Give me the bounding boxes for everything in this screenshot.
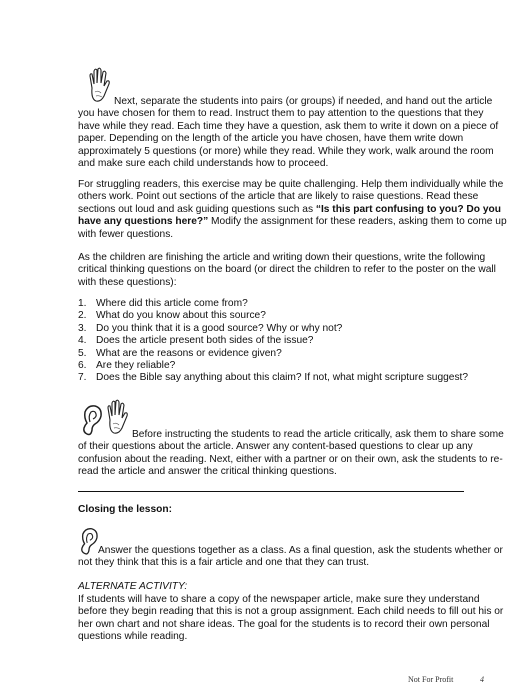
page-number: 4 — [480, 675, 484, 684]
list-item — [78, 323, 518, 335]
list-number: 1. — [78, 298, 87, 309]
list-text: What do you know about this source? — [96, 310, 266, 322]
guiding-question: “Is this part confusing to you? Do you have any questions here?” — [78, 203, 501, 228]
critical-thinking-questions — [78, 298, 518, 385]
list-item — [78, 298, 518, 310]
alternate-activity-heading: ALTERNATE ACTIVITY: — [78, 581, 188, 592]
list-number: 2. — [78, 310, 87, 322]
list-text: Does the Bible say anything about this claim? If not, what might scripture suggest? — [96, 372, 469, 384]
list-text: Where did this article come from? — [96, 298, 248, 309]
paragraph-closing: Answer the questions together as a class. As a final question, ask the students whether or not they think that this is a fair article and one that they can trust. — [78, 545, 503, 569]
paragraph-struggling-readers-end: Modify the assignment for these readers, asking them to come up with fewer questions. — [78, 216, 507, 240]
list-item — [78, 335, 518, 347]
list-item — [78, 372, 518, 384]
paragraph-before-instructing: Before instructing the students to read the article critically, ask them to share some of their questions about the article. Answer any content-based questions to clear up any confusion about the reading. Next, either with a partner or on their own, ask the students to re-read the article and answer the critical thinking questions. — [78, 429, 504, 478]
list-text: Does the article present both sides of the issue? — [96, 335, 314, 347]
closing-heading: Closing the lesson: — [78, 504, 172, 515]
footer-text: Not For Profit — [408, 675, 454, 684]
list-number: 4. — [78, 335, 87, 347]
list-number: 5. — [78, 347, 87, 359]
list-number: 7. — [78, 372, 87, 384]
paragraph-alternate: If students will have to share a copy of the newspaper article, make sure they understand before they begin reading that this is not a group assignment. Each child needs to fill out his or her own chart and not share ideas. The goal for the students is to record their own personal questions while reading. — [78, 594, 504, 643]
paragraph-pairs: Next, separate the students into pairs (or groups) if needed, and hand out the article you have chosen for them to read. Instruct them to pay attention to the questions that they have while they read. Each time they have a question, ask them to write it down on a piece of paper. Depending on the length of the article you have chosen, have them write down approximately 5 questions (or more) while they read. While they work, walk around the room and make sure each child understands how to proceed. — [78, 96, 499, 170]
paragraph-struggling-readers-text: For struggling readers, this exercise may be quite challenging. Help them individually while the others work. Point out sections of the article that are likely to raise questions. Read these sections out loud and ask guiding questions such as — [78, 179, 504, 215]
paragraph-struggling-readers — [78, 179, 508, 241]
paragraph-finishing: As the children are finishing the article and writing down their questions, write the following critical thinking questions on the board (or direct the children to refer to the poster on the wall with these questions): — [78, 252, 496, 288]
list-number: 3. — [78, 322, 87, 334]
list-item — [78, 348, 518, 360]
list-text: What are the reasons or evidence given? — [96, 347, 282, 359]
list-text: Are they reliable? — [96, 360, 176, 372]
list-item — [78, 310, 518, 322]
list-text: Do you think that it is a good source? Why or why not? — [96, 322, 343, 334]
section-divider — [78, 491, 464, 492]
list-number: 6. — [78, 360, 87, 372]
list-item — [78, 360, 518, 372]
